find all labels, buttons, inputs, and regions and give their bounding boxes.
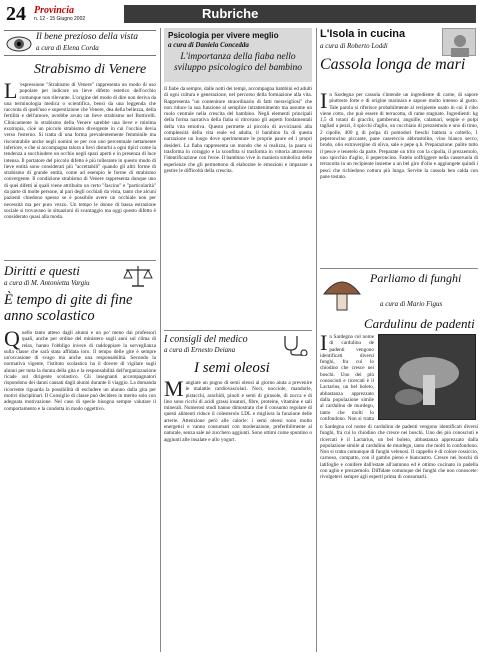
column-kicker: Diritti e questi <box>4 264 80 278</box>
article-title: I semi oleosi <box>194 360 270 376</box>
article-header-box <box>4 30 156 56</box>
article-fiaba <box>164 28 312 328</box>
article-text: 'espressione "Strabismo di Venere" rappresenta un modo di uso popolare per indicare un lieve difetto estetico dell'occhio comunque non rilevante. L'origine del modo di dire non deriva da una terminologia medica o scientifica, bensì da una leggenda che racconta di quell'uso e superstizione che Venere, dea della bellezza, della fertilità e dell'amore, avrebbe avuto un lieve strabismo nel Botticelli. Clinicamente lo strabismo della Venere sarebbe una lieve e minima exotropia, cioè un piccolo strabismo divergente in cui l'occhio devia verso l'esterno. Si tratta di una forma prevalentemente femminile ma riscontrabile anche negli uomini se per con uno percentuale nettamente inferiore, e che si accompagna talora a lievi disturbi a ogni tipici come la tendenza a socchiudere un occhio negli spazi aperti e in presenza di luce intensa. Il portatore del piccolo difetto è più tollerante in questo modo di lieve entità sono considerati più "accettabili" quando gli altri forme di strabismo di grande entità, come ad esempio le forme di strabismo convergente. Il condizione strabismo di Venere rappresenta dunque uno di quei difetti ai quali viene attribuito un certo "fascino" e "particolarità" da parte di molte persone, al pari degli occhiali da vista, tanto che alcuni pazienti chiedono spesso se è possibile avere un occhiale non per necessità ma per puro vezzo. Un tempo le donne di bassa estrazione sociale si trovavano in situazioni di svantaggio ma oggi questo difetto è considerato quasi alla moda. <box>4 82 156 221</box>
stethoscope-icon <box>280 334 310 356</box>
article-strabismo <box>4 28 156 258</box>
mushroom-photo <box>378 334 476 420</box>
column-kicker: L'Isola in cucina <box>320 28 406 40</box>
article-body <box>4 82 156 258</box>
article-text-continued: n Sardegna col nome di cardulinu de padenti vengono identificati diversi funghi, fra cui lo chiodino che cresce nei boschi. Uno dei più conosciuti e ricercati è il Lactarius, un bel boleto, abbastanza apprezzato dalla popolazione simile al cardulinu de murdegu, tanto che molti lo confondono. Non si tratta comunque di funghi velenosi. Il cappello è di colore rossiccio, carnoso, compatto, con il gambo pieno e biancastro. Cresce nei boschi di latifoglie e conifere dall'estate all'autunno ed è ottimo cucinato in padella con aglio e prezzemolo. Diffidate comunque dei funghi che non conoscete: rivolgetevi sempre agli esperti prima di consumarli. <box>320 424 478 481</box>
drop-cap: I <box>320 92 328 113</box>
article-title: Cassola longa de mari <box>320 56 466 73</box>
section-divider <box>4 260 156 261</box>
article-body <box>4 330 156 652</box>
column-byline: a cura di Daniela Concedda <box>168 41 249 49</box>
column-kicker: Il bene prezioso della vista <box>36 32 139 42</box>
section-divider <box>320 268 478 269</box>
article-text: uello tanto atteso dagli alunni e un po' meno dai professori quali, anche per ordine del ministero sugli anni sul clima di relax, hanno l'obbligo invece di raddoppiare la sorveglianza sulla classe che sarà stata affidata loro. Il tempo delle gite è sempre un'occasione di svago ma anche una responsabilità. Secondo la normativa vigente, l'istituto scolastico ha il dovere di vigilare sugli alunni per tutta la durata della gita e la responsabilità dell'organizzazione ricade sul dirigente scolastico. Gli insegnanti accompagnatori rispondono dei danni causati dagli alunni durante il viaggio. La domanda ricorrente riguarda la possibilità di escludere un alunno dalla gita per motivi disciplinari. Il Consiglio di classe può decidere in merito solo con adeguata motivazione. Nel caso di specie bisogna sempre valutare il comportamento e la condotta in modo oggettivo. <box>4 330 156 412</box>
column-byline: a cura di Ernesto Deiana <box>164 346 236 354</box>
column-byline: a cura di Mario Figus <box>380 300 443 308</box>
article-text: angiare un pugno di semi oleosi al giorno aiuta a prevenire le malattie cardiovascolari. Noci, nocciole, mandorle, pistacchi, arachidi, pinoli e semi di girasole, di zucca e di lino sono ricchi di acidi grassi insaturi, fibre, proteine, vitamine e sali minerali. Numerosi studi hanno dimostrato che il consumo regolare di questi alimenti riduce il colesterolo LDL e migliora la funzione delle arterie. Attenzione però alle calorie: i semi oleosi sono molto energetici e vanno consumati con moderazione, preferibilmente al naturale, senza sale né zucchero aggiunti. Sono ottimi come spuntino o aggiunti alle insalate e allo yogurt. <box>164 380 312 443</box>
column-byline: a cura di Elena Corda <box>36 44 99 52</box>
masthead <box>6 4 476 26</box>
column-kicker: I consigli del medico <box>164 334 248 345</box>
section-title: Rubriche <box>202 6 259 21</box>
article-body <box>164 380 312 652</box>
article-text: Il fiabe da sempre, dalle notti dei tempi, accompagna bambini ed adulti di ogni cultura e generazione, nel percorso della formazione alla vita. Rappresenta "un contenitore straordinario di fatti meravigliosi" che non riduce la sua funzione al semplice intrattenimento ma assume un ruolo centrale nella crescita del bambino. Negli elementi principali della forma narrativa della fiaba si ritrovano gli aspetti fondamentali della vita emotiva. Questo permette al piccolo di avvicinarsi alla complessità della vita reale ed adulta, il bambino fa di questa narrazione un luogo dove sperimentare le proprie paure ed i propri desideri. La fiaba rappresenta un mondo che si realizza, la paura si trasforma in coraggio e la sconfitta si trasforma in vittoria attraverso l'identificazione con l'eroe. Il bambino vive in maniera simbolica delle esperienze che gli permettono di elaborare le emozioni e imparare a gestire le difficoltà della crescita. <box>164 86 312 174</box>
drop-cap: Q <box>4 330 20 351</box>
article-title: È tempo di gite di fine anno scolastico <box>4 292 133 324</box>
drop-cap: M <box>164 380 184 401</box>
chef-icon <box>443 29 477 57</box>
column-kicker: Parliamo di funghi <box>370 272 462 285</box>
article-body <box>320 92 478 264</box>
column-rule <box>160 28 161 652</box>
article-text: n Sardegna per cassola s'intende un ingrediente di carne, di sapore piuttosto forte e di origine marinara e sapore molto intenso al gusto. Tale parola si riferisce probabilmente al recipiente usato in cui il cibo viene cotto, che può essere di terracotta, di rame stagnato. Ingredienti: kg 1,5 di totani di gracchi, gamberoni, anguille, calamari, seppie e polpi tagliati a pezzi, 4 spicchi d'aglio, un cucchiaio di prezzemolo e uno di timo, 2 cipolle, 400 g di polpa di pomodori freschi battuta a coltello, 1 peperoncino piccante, pane casereccio abbrustolito, vino bianco secco, brodo, olio extravergine di oliva, sale e pepe q.b. Preparazione: pulite tutto il pesce e tenetelo da parte. Preparate un trito con la cipolla, il prezzemolo, uno spicchio d'aglio, il peperoncino. Fatelo soffriggere nella casseruola di terracotta in un recipiente insieme a un bel giro d'olio e aggiungete quindi i pesci che richiedono cottura più lunga. Servite la cassola ben calda con pane tostato. <box>320 92 478 180</box>
article-title: Strabismo di Venere <box>34 62 147 77</box>
article-gite <box>4 264 156 654</box>
article-funghi <box>320 272 478 654</box>
article-body <box>320 424 478 652</box>
scales-icon <box>122 264 154 288</box>
article-title: L'importanza della fiaba nello sviluppo psicologico del bambino <box>174 52 302 73</box>
page-number: 24 <box>6 3 26 25</box>
section-header <box>124 5 476 23</box>
article-title: Cardulinu de padenti <box>364 316 475 331</box>
author-photo <box>442 28 476 56</box>
article-body-narrow <box>320 334 374 420</box>
column-byline: a cura di Roberto Loddi <box>320 42 388 50</box>
photo-mushroom-icon <box>379 335 477 421</box>
article-semi-oleosi <box>164 334 312 654</box>
column-kicker: Psicologia per vivere meglio <box>168 31 279 40</box>
article-body <box>164 86 312 326</box>
article-text: n Sardegna col nome di cardulinu de padenti vengono identificati diversi funghi, fra cui lo chiodino che cresce nei boschi. Uno dei più conosciuti e ricercati è il Lactarius, un bel boleto, abbastanza apprezzato dalla popolazione simile al cardulinu de murdegu, tanto che molti lo confondono. Non si tratta <box>320 334 374 420</box>
drop-cap: L <box>4 82 18 103</box>
column-rule <box>316 28 317 652</box>
issue-date: n. 12 - 15 Giugno 2002 <box>34 16 86 22</box>
mushroom-icon <box>320 274 364 314</box>
section-divider <box>164 330 312 331</box>
article-cassola <box>320 28 478 266</box>
brand-logo: Provincia <box>34 5 74 16</box>
column-byline: a cura di M. Antonietta Vargiu <box>4 279 90 287</box>
drop-cap: I <box>320 334 328 355</box>
eye-icon <box>6 34 32 54</box>
